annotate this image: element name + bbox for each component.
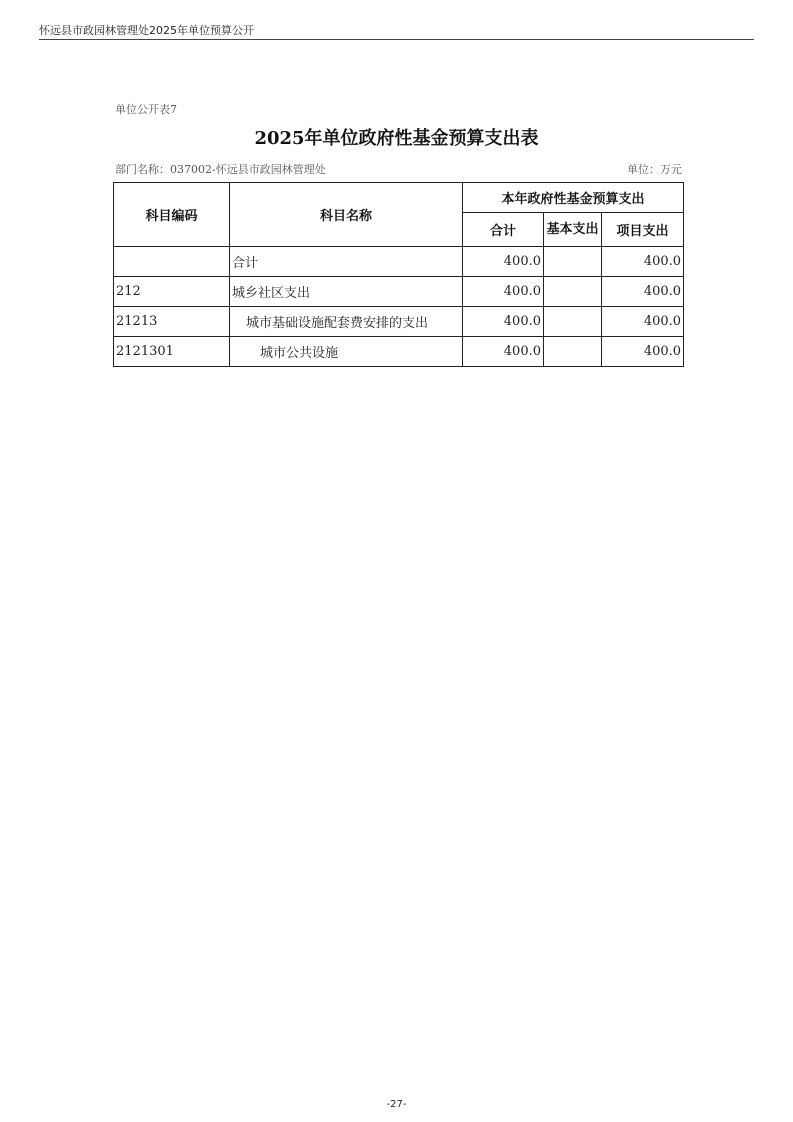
row-code [114, 247, 230, 277]
row-basic [544, 337, 602, 367]
col-header-project: 项目支出 [602, 213, 684, 247]
row-code: 212 [114, 277, 230, 307]
row-total: 400.0 [463, 247, 544, 277]
col-header-total: 合计 [463, 213, 544, 247]
col-header-group: 本年政府性基金预算支出 [463, 183, 684, 213]
running-header: 怀远县市政园林管理处2025年单位预算公开 [39, 24, 254, 37]
row-name: 城乡社区支出 [230, 277, 463, 307]
row-name: 城市基础设施配套费安排的支出 [230, 307, 463, 337]
row-project: 400.0 [602, 277, 684, 307]
col-header-basic: 基本支出 [544, 213, 602, 247]
row-code: 21213 [114, 307, 230, 337]
header-row-1 [114, 183, 684, 213]
row-name: 城市公共设施 [230, 337, 463, 367]
row-basic [544, 307, 602, 337]
row-code: 2121301 [114, 337, 230, 367]
unit-label: 单位：万元 [627, 163, 682, 176]
table-row [114, 307, 684, 337]
meta-row [115, 161, 682, 177]
row-total: 400.0 [463, 337, 544, 367]
header-rule [39, 39, 754, 40]
page-number: -27- [386, 1099, 407, 1110]
department-label: 部门名称：037002-怀远县市政园林管理处 [115, 163, 326, 176]
col-header-code: 科目编码 [114, 183, 230, 247]
row-basic [544, 247, 602, 277]
table-row [114, 277, 684, 307]
row-total: 400.0 [463, 307, 544, 337]
table-number: 单位公开表7 [115, 103, 177, 116]
table-row [114, 247, 684, 277]
row-name: 合计 [230, 247, 463, 277]
row-project: 400.0 [602, 337, 684, 367]
budget-table [113, 182, 684, 367]
col-header-name: 科目名称 [230, 183, 463, 247]
row-project: 400.0 [602, 247, 684, 277]
table-row [114, 337, 684, 367]
row-total: 400.0 [463, 277, 544, 307]
row-basic [544, 277, 602, 307]
page-title: 2025年单位政府性基金预算支出表 [254, 128, 539, 149]
row-project: 400.0 [602, 307, 684, 337]
